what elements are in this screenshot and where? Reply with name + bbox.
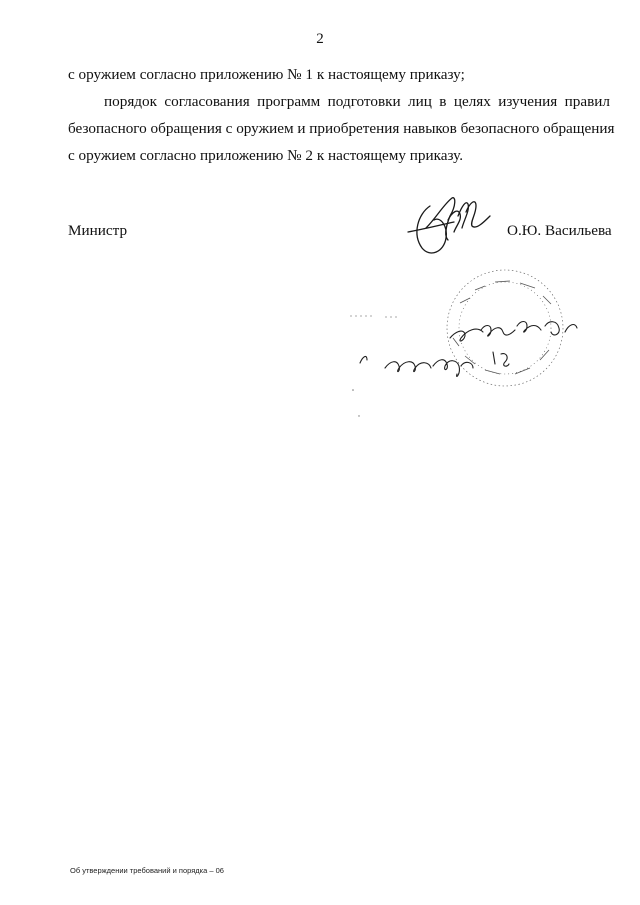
footer-document-id: Об утверждении требований и порядка – 06 [70, 866, 224, 875]
signatory-role: Министр [68, 222, 128, 239]
handwritten-signature [400, 186, 495, 266]
certification-stamp [345, 268, 595, 418]
body-line-1: с оружием согласно приложению № 1 к настоящему приказу; [68, 66, 465, 83]
body-line-2: порядок согласования программ подготовки лиц в целях изучения правил [104, 93, 610, 110]
body-line-4: с оружием согласно приложению № 2 к настоящему приказу. [68, 147, 464, 164]
body-line-3: безопасного обращения с оружием и приобретения навыков безопасного обращения [68, 120, 615, 137]
signatory-name: О.Ю. Васильева [507, 222, 612, 239]
page-number: 2 [316, 31, 324, 47]
